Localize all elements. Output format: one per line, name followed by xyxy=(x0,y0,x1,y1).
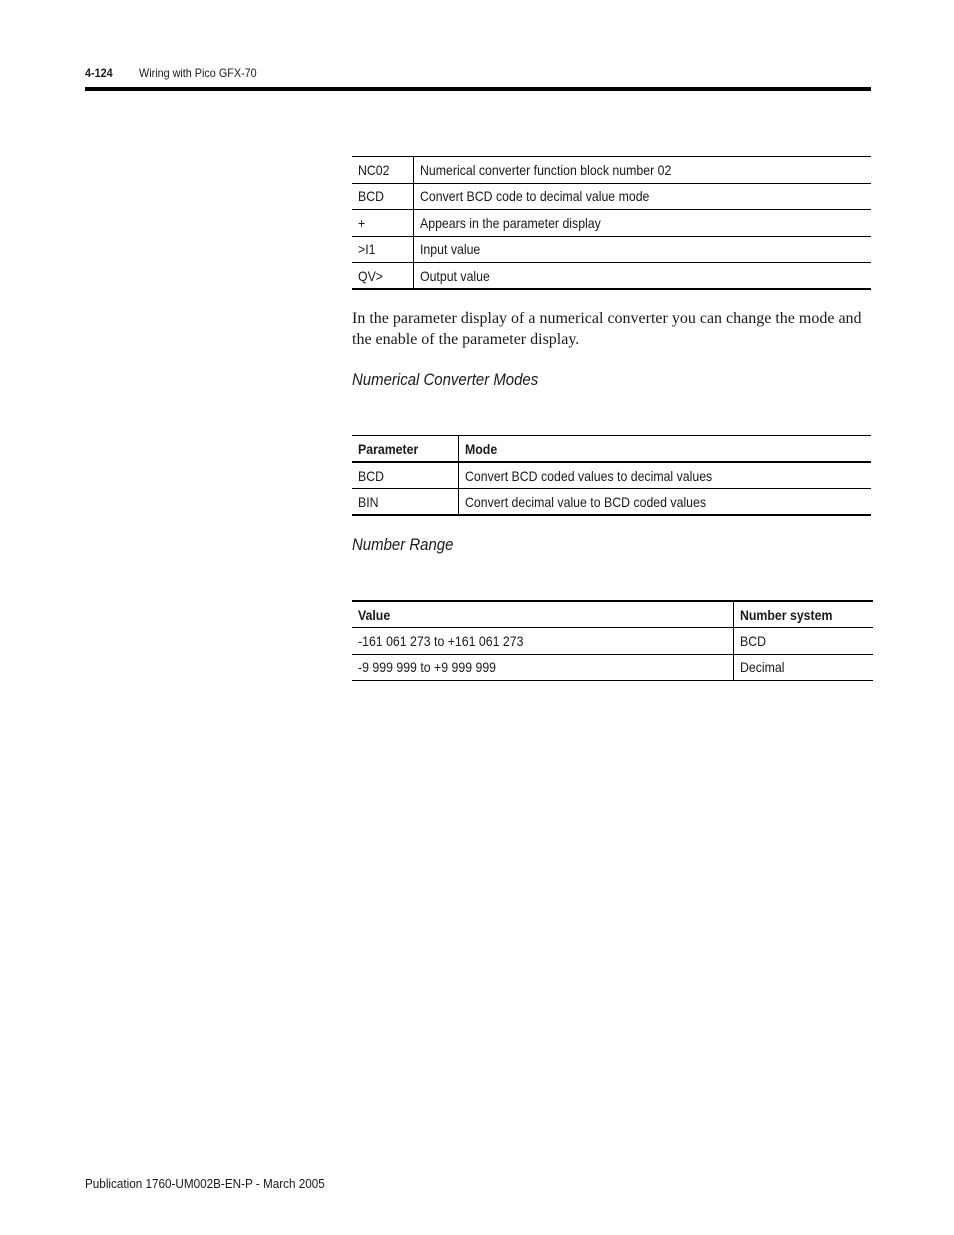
symbol-description: Convert BCD code to decimal value mode xyxy=(414,183,872,210)
table-row xyxy=(352,210,871,237)
symbol-code: QV> xyxy=(352,263,414,290)
column-header: Mode xyxy=(459,436,872,463)
system-cell: Decimal xyxy=(734,654,874,681)
mode-cell: Convert decimal value to BCD coded values xyxy=(459,489,872,516)
table-row xyxy=(352,654,873,681)
table-row xyxy=(352,263,871,290)
section-heading-modes: Numerical Converter Modes xyxy=(352,370,539,389)
symbol-legend-table xyxy=(352,156,871,290)
parameter-cell: BCD xyxy=(352,462,459,489)
running-title: Wiring with Pico GFX-70 xyxy=(139,66,257,80)
symbol-code: + xyxy=(352,210,414,237)
column-header: Value xyxy=(352,601,734,628)
system-cell: BCD xyxy=(740,632,767,649)
symbol-description: Output value xyxy=(414,263,872,290)
number-range-table xyxy=(352,600,873,681)
table-header-row xyxy=(352,601,873,628)
table-row xyxy=(352,157,871,184)
table-row xyxy=(352,628,873,655)
column-header: Number system xyxy=(734,601,874,628)
value-cell: -161 061 273 to +161 061 273 xyxy=(352,628,734,655)
symbol-description: Appears in the parameter display xyxy=(414,210,872,237)
header-rule xyxy=(85,87,871,91)
column-header: Parameter xyxy=(352,436,459,463)
table-header-row xyxy=(352,436,871,463)
symbol-description: Input value xyxy=(414,236,872,263)
table-row xyxy=(352,183,871,210)
modes-table xyxy=(352,435,871,516)
body-paragraph: In the parameter display of a numerical converter you can change the mode and the enable of the parameter display. xyxy=(352,310,862,348)
value-cell: -9 999 999 to +9 999 999 xyxy=(352,654,734,681)
section-heading-range: Number Range xyxy=(352,535,454,554)
symbol-code: NC02 xyxy=(352,157,414,184)
symbol-description: Numerical converter function block number 02 xyxy=(420,161,672,178)
table-row xyxy=(352,236,871,263)
mode-cell: Convert BCD coded values to decimal values xyxy=(465,467,713,484)
page-footer: Publication 1760-UM002B-EN-P - March 2005 xyxy=(85,1176,325,1191)
page-header xyxy=(85,66,792,88)
symbol-code: BCD xyxy=(352,183,414,210)
table-row xyxy=(352,462,871,489)
page-number: 4-124 xyxy=(85,66,113,80)
table-row xyxy=(352,489,871,516)
symbol-code: >I1 xyxy=(352,236,414,263)
parameter-cell: BIN xyxy=(352,489,459,516)
